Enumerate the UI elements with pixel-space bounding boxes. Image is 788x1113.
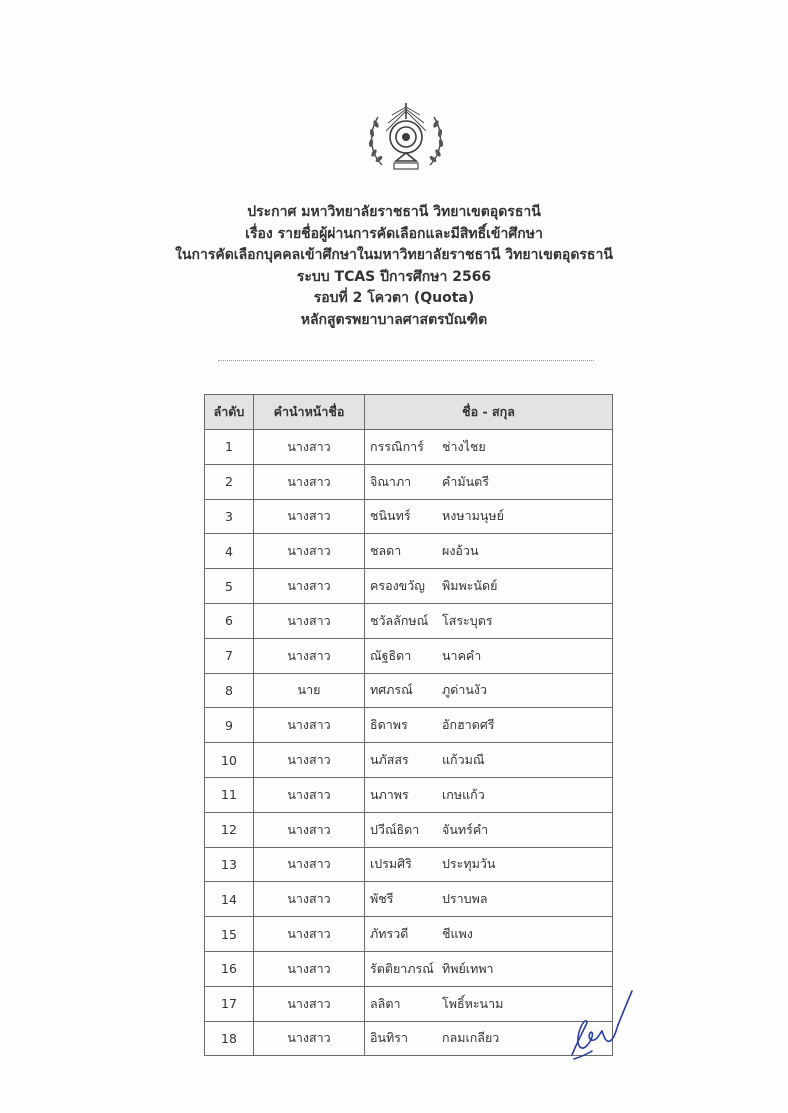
first-name: ชนินทร์ [370, 508, 411, 524]
row-title: นางสาว [254, 951, 365, 986]
last-name: ชีแพง [442, 926, 473, 942]
row-number: 16 [205, 951, 254, 986]
row-fullname [365, 708, 613, 743]
table-row [205, 917, 613, 952]
announcement-round: รอบที่ 2 โควตา (Quota) [313, 290, 475, 306]
row-number: 14 [205, 882, 254, 917]
row-fullname [365, 743, 613, 778]
first-name: กรรณิการ์ [370, 438, 424, 454]
table-row [205, 430, 613, 465]
first-name: นภัสสร [370, 752, 409, 768]
table-row [205, 812, 613, 847]
announcement-system: ระบบ TCAS ปีการศึกษา 2566 [296, 268, 492, 285]
last-name: โพธิ์หะนาม [442, 995, 504, 1011]
row-number: 12 [205, 812, 254, 847]
admission-roster-table [204, 394, 613, 1056]
row-number: 17 [205, 986, 254, 1021]
row-number: 2 [205, 464, 254, 499]
first-name: ลลิตา [370, 995, 401, 1011]
row-fullname [365, 499, 613, 534]
row-title: นางสาว [254, 847, 365, 882]
row-title: นางสาว [254, 986, 365, 1021]
dotted-divider [218, 360, 594, 361]
first-name: จิณาภา [370, 473, 412, 489]
row-number: 10 [205, 743, 254, 778]
table-row [205, 743, 613, 778]
row-title: นางสาว [254, 777, 365, 812]
table-row [205, 534, 613, 569]
last-name: นาคคำ [442, 647, 482, 663]
row-number: 1 [205, 430, 254, 465]
last-name: จันทร์คำ [442, 821, 489, 837]
last-name: ประทุมวัน [442, 856, 496, 872]
row-title: นางสาว [254, 1021, 365, 1056]
row-fullname [365, 569, 613, 604]
table-row [205, 951, 613, 986]
row-title: นางสาว [254, 430, 365, 465]
row-title: นางสาว [254, 534, 365, 569]
announcement-subject: เรื่อง รายชื่อผู้ผ่านการคัดเลือกและมีสิทธิ์เข้าศึกษา [245, 225, 543, 242]
last-name: ภูด่านงัว [442, 682, 488, 698]
row-number: 8 [205, 673, 254, 708]
first-name: ชวัลลักษณ์ [370, 612, 429, 628]
signature-icon [566, 985, 638, 1065]
header-order: ลำดับ [205, 395, 254, 430]
row-title: นางสาว [254, 603, 365, 638]
table-row [205, 569, 613, 604]
first-name: ณัฐธิดา [370, 647, 412, 663]
row-title: นางสาว [254, 464, 365, 499]
last-name: อักฮาดศรี [442, 717, 495, 733]
table-row [205, 603, 613, 638]
row-fullname [365, 812, 613, 847]
row-title: นางสาว [254, 917, 365, 952]
row-number: 9 [205, 708, 254, 743]
row-fullname [365, 430, 613, 465]
row-fullname [365, 673, 613, 708]
row-number: 4 [205, 534, 254, 569]
last-name: ทิพย์เทพา [442, 960, 494, 976]
row-fullname [365, 847, 613, 882]
last-name: พิมพะนัดย์ [442, 578, 498, 594]
row-number: 5 [205, 569, 254, 604]
row-number: 11 [205, 777, 254, 812]
row-fullname [365, 534, 613, 569]
row-number: 18 [205, 1021, 254, 1056]
row-fullname [365, 638, 613, 673]
row-title: นางสาว [254, 743, 365, 778]
first-name: ชลดา [370, 543, 402, 559]
first-name: นภาพร [370, 786, 409, 802]
row-title: นางสาว [254, 708, 365, 743]
table-row [205, 638, 613, 673]
row-title: นางสาว [254, 499, 365, 534]
header-fullname: ชื่อ - สกุล [365, 395, 613, 430]
row-title: นาย [254, 673, 365, 708]
table-row [205, 847, 613, 882]
row-number: 13 [205, 847, 254, 882]
first-name: รัตติยาภรณ์ [370, 960, 434, 976]
first-name: เปรมศิริ [370, 856, 412, 872]
announcement-selection: ในการคัดเลือกบุคคลเข้าศึกษาในมหาวิทยาลัยราชธานี วิทยาเขตอุดรธานี [175, 247, 613, 263]
row-fullname [365, 882, 613, 917]
announcement-title: ประกาศ มหาวิทยาลัยราชธานี วิทยาเขตอุดรธานี [247, 204, 541, 220]
header-title: คำนำหน้าชื่อ [254, 395, 365, 430]
last-name: กลมเกลียว [442, 1030, 500, 1046]
row-title: นางสาว [254, 812, 365, 847]
announcement-header [0, 202, 788, 331]
first-name: อินทิรา [370, 1030, 409, 1046]
first-name: ทศภรณ์ [370, 682, 413, 698]
first-name: ภัทรวดี [370, 926, 409, 942]
row-title: นางสาว [254, 569, 365, 604]
last-name: เกษแก้ว [442, 786, 485, 802]
last-name: คำมันตรี [442, 473, 489, 489]
table-row [205, 464, 613, 499]
last-name: แก้วมณี [442, 752, 485, 768]
row-number: 3 [205, 499, 254, 534]
announcement-program: หลักสูตรพยาบาลศาสตรบัณฑิต [300, 311, 488, 328]
row-number: 7 [205, 638, 254, 673]
table-row [205, 777, 613, 812]
table-row [205, 673, 613, 708]
last-name: ปราบพล [442, 891, 488, 907]
first-name: ครองขวัญ [370, 578, 425, 594]
row-title: นางสาว [254, 882, 365, 917]
table-header-row [205, 395, 613, 430]
table-row [205, 499, 613, 534]
table-row [205, 882, 613, 917]
row-title: นางสาว [254, 638, 365, 673]
first-name: ปวีณ์ธิดา [370, 821, 420, 837]
row-fullname [365, 603, 613, 638]
last-name: หงษามนุษย์ [442, 508, 504, 524]
row-fullname [365, 951, 613, 986]
last-name: โสระบุตร [442, 612, 493, 628]
last-name: ช่างไชย [442, 438, 486, 454]
university-seal-icon [362, 95, 450, 177]
first-name: พัชรี [370, 891, 394, 907]
row-number: 15 [205, 917, 254, 952]
row-fullname [365, 777, 613, 812]
first-name: ธิดาพร [370, 717, 408, 733]
row-fullname [365, 464, 613, 499]
row-fullname [365, 917, 613, 952]
row-number: 6 [205, 603, 254, 638]
last-name: ผงอ้วน [442, 543, 479, 559]
table-row [205, 708, 613, 743]
table-row [205, 1021, 613, 1056]
table-row [205, 986, 613, 1021]
